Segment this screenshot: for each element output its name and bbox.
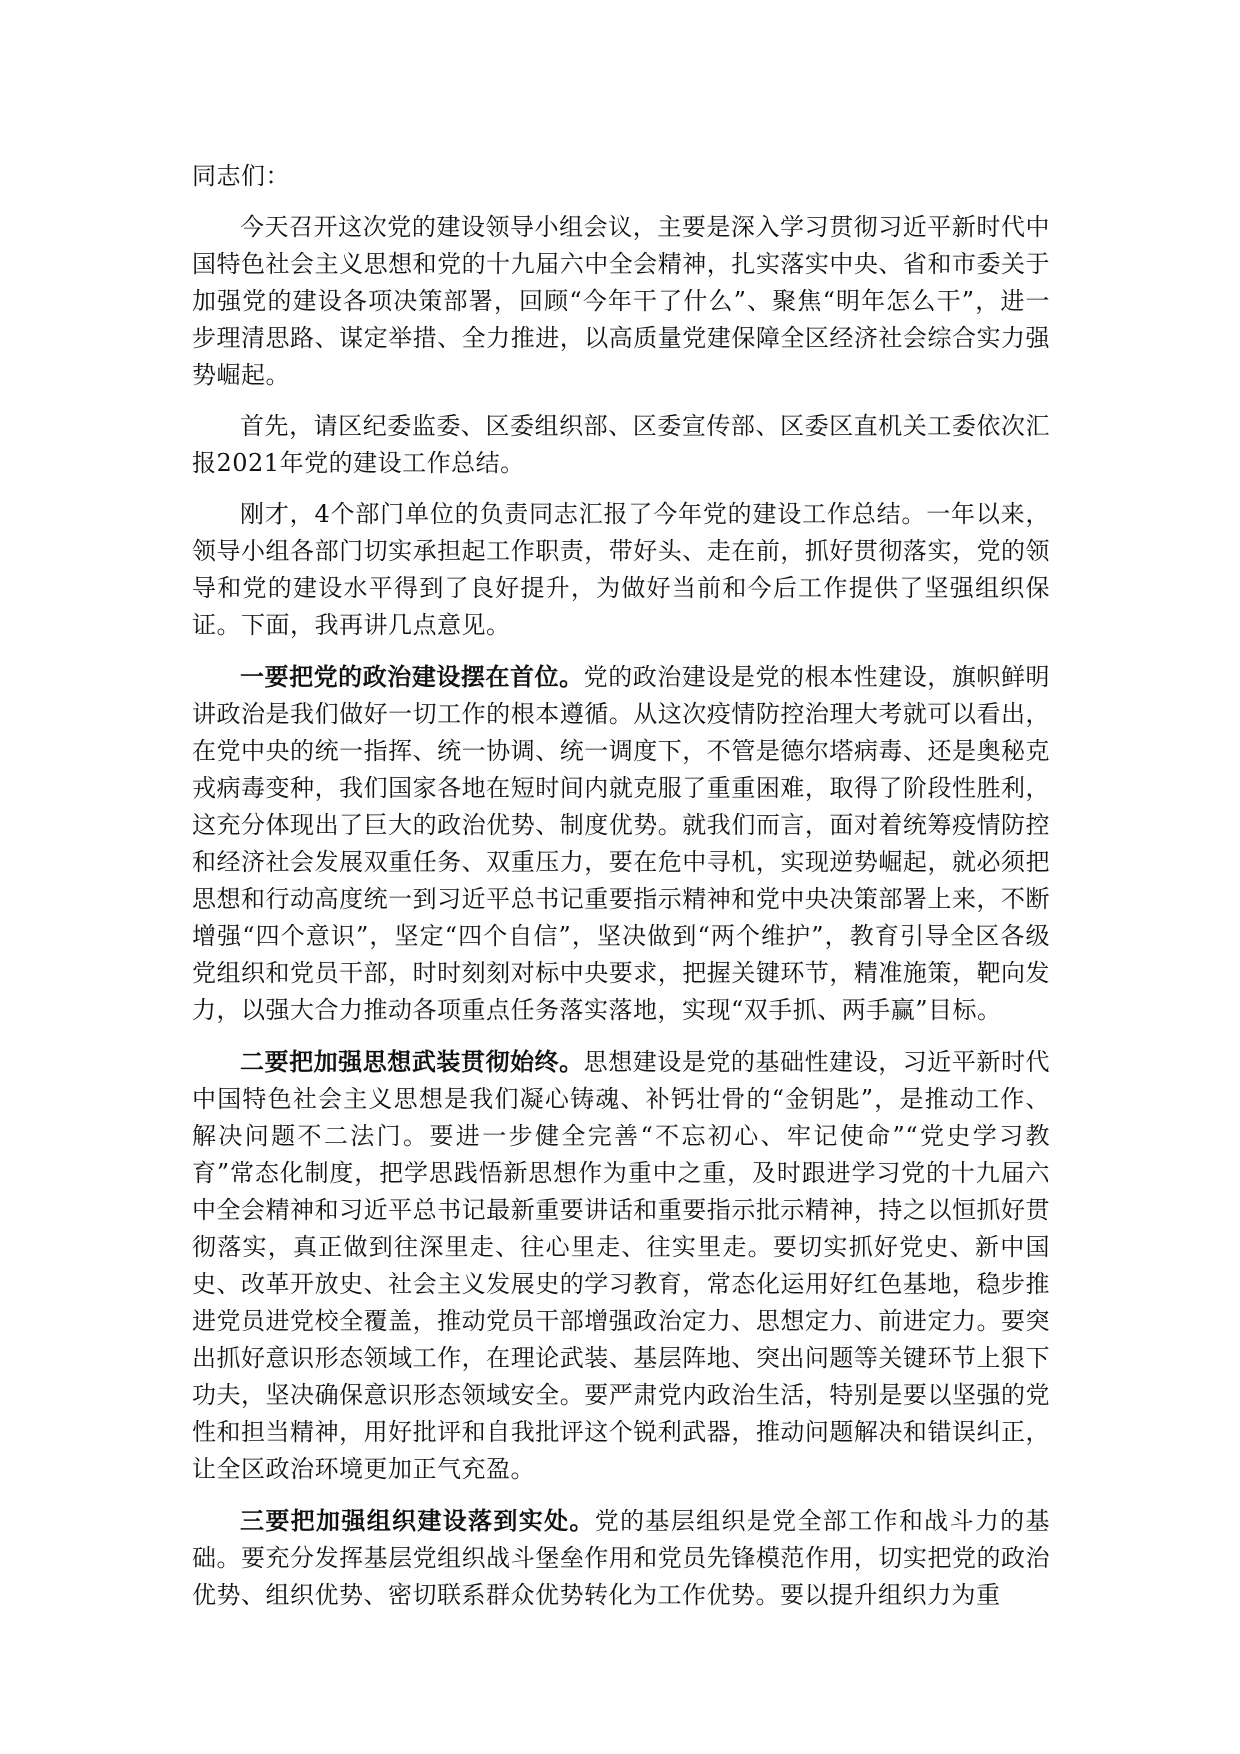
paragraph-heading: 一要把党的政治建设摆在首位。 xyxy=(240,662,584,691)
paragraph-text: 党的基层组织是党全部工作和战斗力的基础。要充分发挥基层党组织战斗堡垒作用和党员先锋模范作用，切实把党的政治优势、组织优势、密切联系群众优势转化为工作优势。要以提升组织力为重 xyxy=(192,1507,1051,1609)
document-page xyxy=(192,158,1050,1628)
paragraph-text: 刚才，4个部门单位的负责同志汇报了今年党的建设工作总结。一年以来，领导小组各部门切实承担起工作职责，带好头、走在前，抓好贯彻落实，党的领导和党的建设水平得到了良好提升，为做好当前和今后工作提供了坚强组织保证。下面，我再讲几点意见。 xyxy=(192,500,1050,639)
salutation: 同志们： xyxy=(192,162,290,190)
paragraph-heading: 二要把加强思想武装贯彻始终。 xyxy=(240,1047,584,1076)
paragraph-opening xyxy=(192,209,1050,394)
paragraph-text: 首先，请区纪委监委、区委组织部、区委宣传部、区委区直机关工委依次汇报2021年党的建设工作总结。 xyxy=(192,412,1050,477)
paragraph-heading: 三要把加强组织建设落到实处。 xyxy=(240,1506,595,1535)
paragraph-text: 思想建设是党的基础性建设，习近平新时代中国特色社会主义思想是我们凝心铸魂、补钙壮骨的“金钥匙”，是推动工作、解决问题不二法门。要进一步健全完善“不忘初心、牢记使命”“党史学习教育”常态化制度，把学思践悟新思想作为重中之重，及时跟进学习党的十九届六中全会精神和习近平总书记最新重要讲话和重要指示批示精神，持之以恒抓好贯彻落实，真正做到往深里走、往心里走、往实里走。要切实抓好党史、新中国史、改革开放史、社会主义发展史的学习教育，常态化运用好红色基地，稳步推进党员进党校全覆盖，推动党员干部增强政治定力、思想定力、前进定力。要突出抓好意识形态领域工作，在理论武装、基层阵地、突出问题等关键环节上狠下功夫，坚决确保意识形态领域安全。要严肃党内政治生活，特别是要以坚强的党性和担当精神，用好批评和自我批评这个锐利武器，推动问题解决和错误纠正，让全区政治环境更加正气充盈。 xyxy=(192,1048,1050,1483)
paragraph-summary xyxy=(192,496,1050,644)
paragraph-text: 党的政治建设是党的根本性建设，旗帜鲜明讲政治是我们做好一切工作的根本遵循。从这次疫情防控治理大考就可以看出，在党中央的统一指挥、统一协调、统一调度下，不管是德尔塔病毒、还是奥秘克戎病毒变种，我们国家各地在短时间内就克服了重重困难，取得了阶段性胜利，这充分体现出了巨大的政治优势、制度优势。就我们而言，面对着统筹疫情防控和经济社会发展双重任务、双重压力，要在危中寻机，实现逆势崛起，就必须把思想和行动高度统一到习近平总书记重要指示精神和党中央决策部署上来，不断增强“四个意识”，坚定“四个自信”，坚决做到“两个维护”，教育引导全区各级党组织和党员干部，时时刻刻对标中央要求，把握关键环节，精准施策，靶向发力，以强大合力推动各项重点任务落实落地，实现“双手抓、两手赢”目标。 xyxy=(192,663,1050,1024)
paragraph-reports xyxy=(192,408,1050,482)
paragraph-point-2 xyxy=(192,1043,1050,1488)
paragraph-point-3 xyxy=(192,1502,1050,1614)
paragraph-point-1 xyxy=(192,658,1050,1029)
paragraph-text: 今天召开这次党的建设领导小组会议，主要是深入学习贯彻习近平新时代中国特色社会主义思想和党的十九届六中全会精神，扎实落实中央、省和市委关于加强党的建设各项决策部署，回顾“今年干了什么”、聚焦“明年怎么干”，进一步理清思路、谋定举措、全力推进，以高质量党建保障全区经济社会综合实力强势崛起。 xyxy=(192,213,1050,389)
